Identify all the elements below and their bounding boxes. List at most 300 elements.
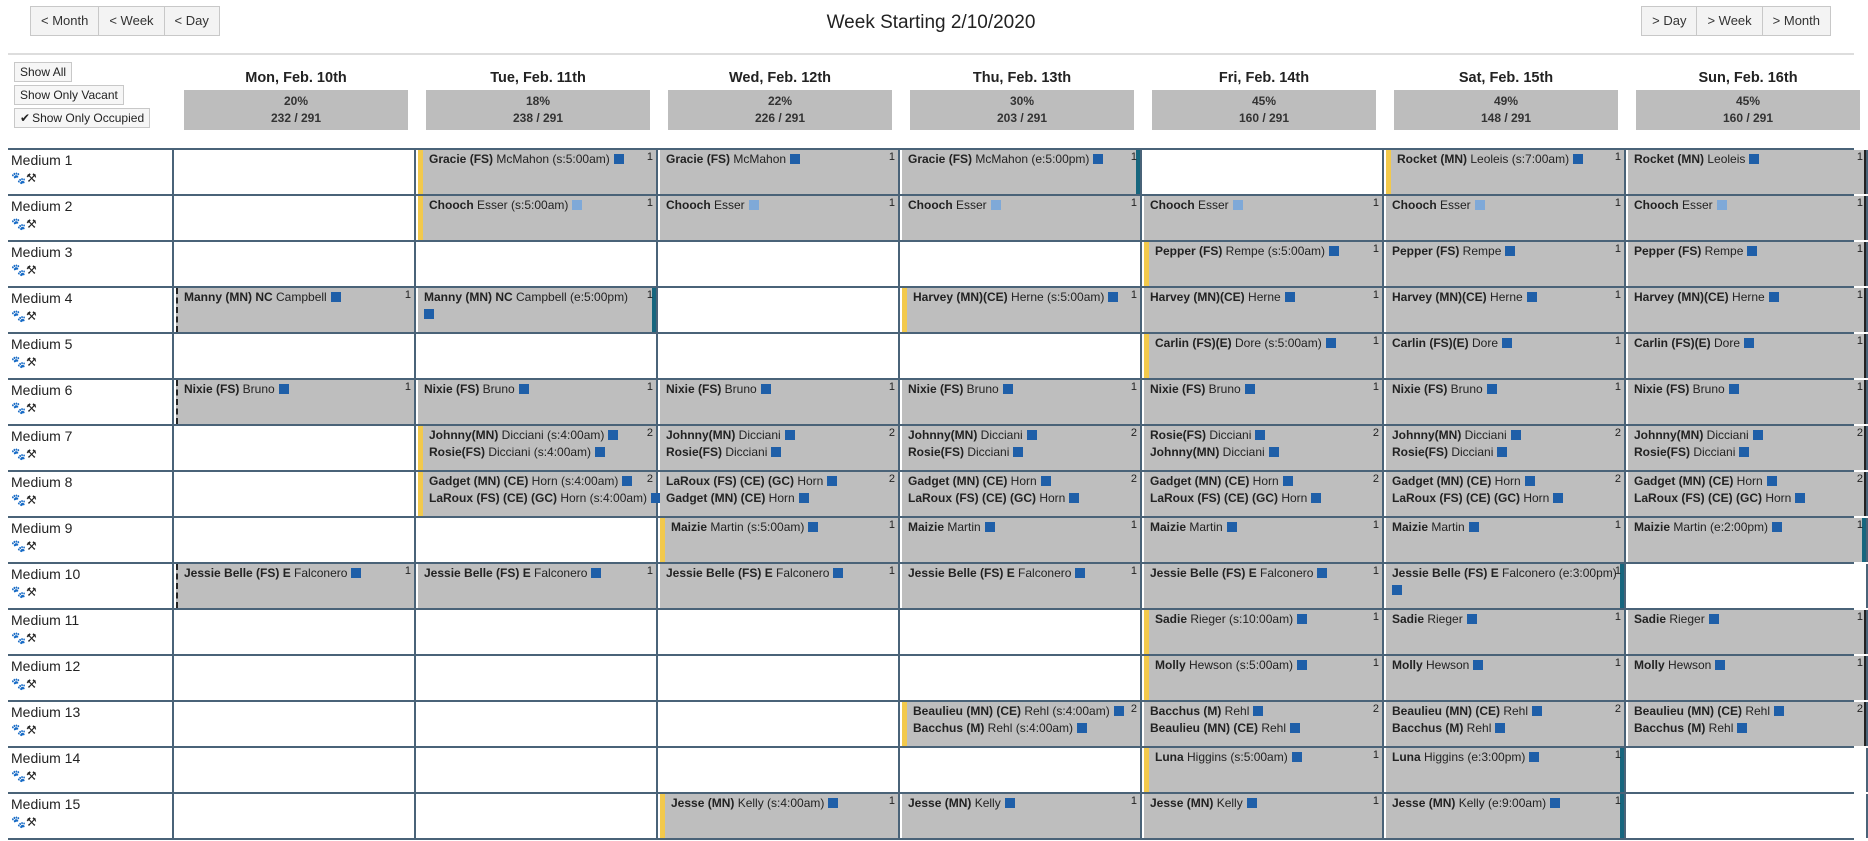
vacant-cell[interactable] bbox=[176, 242, 416, 286]
room-label-cell[interactable] bbox=[8, 564, 174, 608]
status-marker-icon bbox=[790, 154, 800, 164]
checkmark-icon: ✔ bbox=[20, 111, 31, 125]
room-label-cell[interactable] bbox=[8, 288, 174, 332]
room-label-cell[interactable] bbox=[8, 702, 174, 746]
status-marker-icon bbox=[1093, 154, 1103, 164]
room-label-cell[interactable] bbox=[8, 196, 174, 240]
guest-line[interactable] bbox=[1150, 704, 1263, 718]
status-marker-icon bbox=[1553, 493, 1563, 503]
room-row bbox=[8, 610, 1863, 656]
guest-line[interactable] bbox=[908, 796, 1015, 810]
pet-count: 1 bbox=[1614, 749, 1621, 761]
reservation-cell[interactable] bbox=[660, 472, 900, 516]
reservation-cell[interactable] bbox=[902, 794, 1142, 838]
reservation-cell[interactable] bbox=[1628, 196, 1868, 240]
reservation-cell[interactable] bbox=[1386, 242, 1626, 286]
pet-name: Johnny(MN) bbox=[1634, 428, 1704, 442]
guest-line[interactable] bbox=[1397, 152, 1583, 166]
pet-tools-icon: 🐾⚒ bbox=[11, 677, 37, 691]
room-label-cell[interactable] bbox=[8, 656, 174, 700]
vacant-cell[interactable] bbox=[418, 656, 658, 700]
owner-name: Higgins (s:5:00am) bbox=[1183, 750, 1288, 764]
reservation-cell[interactable] bbox=[418, 150, 658, 194]
pet-name: LaRoux (FS) (CE) (GC) bbox=[429, 491, 557, 505]
reservation-cell[interactable] bbox=[902, 196, 1142, 240]
vacant-cell[interactable] bbox=[660, 702, 900, 746]
guest-line[interactable] bbox=[424, 290, 628, 304]
guest-line[interactable] bbox=[671, 796, 838, 810]
vacant-cell[interactable] bbox=[1628, 794, 1868, 838]
reservation-cell[interactable] bbox=[902, 150, 1142, 194]
reservation-cell[interactable] bbox=[1144, 242, 1384, 286]
pet-count: 1 bbox=[404, 381, 411, 393]
guest-line[interactable] bbox=[1392, 658, 1483, 672]
reservation-cell[interactable] bbox=[1628, 472, 1868, 516]
vacant-cell[interactable] bbox=[660, 610, 900, 654]
reservation-cell[interactable] bbox=[1144, 748, 1384, 792]
vacant-cell[interactable] bbox=[1628, 564, 1868, 608]
reservation-cell[interactable] bbox=[1386, 518, 1626, 562]
reservation-cell[interactable] bbox=[1386, 702, 1626, 746]
reservation-cell[interactable] bbox=[1628, 702, 1868, 746]
guest-line[interactable] bbox=[424, 566, 601, 580]
guest-line[interactable] bbox=[1634, 382, 1739, 396]
nav-forward-group bbox=[1641, 6, 1830, 36]
guest-line[interactable] bbox=[1392, 474, 1535, 488]
guest-line[interactable] bbox=[908, 474, 1051, 488]
reservation-cell[interactable] bbox=[1144, 794, 1384, 838]
owner-name: Horn bbox=[1249, 474, 1279, 488]
vacant-cell[interactable] bbox=[176, 472, 416, 516]
vacant-cell[interactable] bbox=[902, 334, 1142, 378]
guest-line[interactable] bbox=[666, 445, 781, 459]
owner-name: Horn bbox=[1733, 474, 1763, 488]
reservation-cell[interactable] bbox=[1144, 610, 1384, 654]
reservation-cell[interactable] bbox=[1386, 150, 1626, 194]
reservation-cell[interactable] bbox=[418, 472, 658, 516]
owner-name: Esser bbox=[1194, 198, 1229, 212]
guest-line[interactable] bbox=[913, 290, 1118, 304]
vacant-cell[interactable] bbox=[418, 242, 658, 286]
guest-line[interactable] bbox=[1392, 445, 1507, 459]
pet-count: 1 bbox=[1372, 657, 1379, 669]
reservation-cell[interactable] bbox=[1386, 748, 1626, 792]
room-label-cell[interactable] bbox=[8, 150, 174, 194]
guest-line[interactable] bbox=[184, 290, 341, 304]
guest-line[interactable] bbox=[671, 520, 818, 534]
filter-group bbox=[14, 62, 150, 131]
guest-line[interactable] bbox=[666, 491, 809, 505]
guest-line[interactable] bbox=[908, 491, 1079, 505]
vacant-cell[interactable] bbox=[418, 610, 658, 654]
status-marker-icon bbox=[1774, 706, 1784, 716]
reservation-cell[interactable] bbox=[1628, 426, 1868, 470]
guest-line[interactable] bbox=[908, 520, 995, 534]
guest-line[interactable] bbox=[184, 382, 289, 396]
pet-count: 1 bbox=[1130, 519, 1137, 531]
reservation-cell[interactable] bbox=[1386, 334, 1626, 378]
status-marker-icon bbox=[1069, 493, 1079, 503]
show-all-button[interactable] bbox=[14, 62, 72, 82]
reservation-cell[interactable] bbox=[418, 426, 658, 470]
status-marker-icon bbox=[1077, 723, 1087, 733]
reservation-cell[interactable] bbox=[1628, 656, 1868, 700]
owner-name: Kelly bbox=[971, 796, 1001, 810]
owner-name: Dicciani bbox=[1703, 428, 1749, 442]
guest-line[interactable] bbox=[1150, 721, 1300, 735]
owner-name: Falconero bbox=[530, 566, 588, 580]
guest-line[interactable] bbox=[1392, 290, 1537, 304]
pet-count: 2 bbox=[888, 473, 895, 485]
pet-count: 1 bbox=[1856, 519, 1863, 531]
owner-name: Esser bbox=[1436, 198, 1471, 212]
guest-line[interactable] bbox=[429, 445, 605, 459]
status-marker-icon bbox=[1469, 522, 1479, 532]
guest-line[interactable] bbox=[1392, 796, 1560, 810]
status-marker-icon bbox=[1527, 292, 1537, 302]
room-label-cell[interactable] bbox=[8, 426, 174, 470]
show-only-occupied-button[interactable] bbox=[14, 108, 150, 128]
prev-day-button[interactable]: < Day bbox=[164, 6, 220, 36]
vacant-cell[interactable] bbox=[176, 656, 416, 700]
owner-name: Hewson bbox=[1422, 658, 1470, 672]
vacant-cell[interactable] bbox=[418, 518, 658, 562]
vacant-cell[interactable] bbox=[176, 426, 416, 470]
owner-name: Hewson (s:5:00am) bbox=[1185, 658, 1294, 672]
page-title: Week Starting 2/10/2020 bbox=[826, 12, 1036, 33]
room-label-cell[interactable] bbox=[8, 794, 174, 838]
pet-tools-icon: 🐾⚒ bbox=[11, 631, 37, 645]
owner-name: Falconero (e:3:00pm) bbox=[1498, 566, 1617, 580]
owner-name: Rempe bbox=[1459, 244, 1502, 258]
guest-line bbox=[1392, 583, 1402, 597]
vacant-cell[interactable] bbox=[418, 334, 658, 378]
room-name: Medium 2 bbox=[11, 198, 73, 214]
guest-line[interactable] bbox=[1634, 704, 1784, 718]
pet-count: 1 bbox=[646, 197, 653, 209]
vacant-cell[interactable] bbox=[418, 794, 658, 838]
guest-line[interactable] bbox=[666, 152, 800, 166]
reservation-cell[interactable] bbox=[1386, 610, 1626, 654]
guest-line[interactable] bbox=[666, 198, 759, 212]
owner-name: Dicciani bbox=[735, 428, 781, 442]
reservation-cell[interactable] bbox=[418, 288, 658, 332]
vacant-cell[interactable] bbox=[902, 242, 1142, 286]
reservation-cell[interactable] bbox=[176, 380, 416, 424]
guest-line[interactable] bbox=[1392, 336, 1512, 350]
status-marker-icon bbox=[1392, 585, 1402, 595]
reservation-cell[interactable] bbox=[418, 196, 658, 240]
reservation-cell[interactable] bbox=[1144, 564, 1384, 608]
guest-line[interactable] bbox=[1392, 750, 1539, 764]
reservation-cell[interactable] bbox=[660, 150, 900, 194]
reservation-cell[interactable] bbox=[176, 564, 416, 608]
prev-week-button[interactable]: < Week bbox=[98, 6, 164, 36]
show-only-vacant-button[interactable] bbox=[14, 85, 124, 105]
owner-name: Herne bbox=[1486, 290, 1523, 304]
guest-line[interactable] bbox=[1634, 336, 1754, 350]
owner-name: Hewson bbox=[1664, 658, 1712, 672]
guest-line[interactable] bbox=[1392, 612, 1477, 626]
reservation-cell[interactable] bbox=[1144, 380, 1384, 424]
reservation-cell[interactable] bbox=[418, 564, 658, 608]
owner-name: Kelly (e:9:00am) bbox=[1455, 796, 1547, 810]
next-week-button[interactable]: > Week bbox=[1696, 6, 1762, 36]
status-marker-icon bbox=[1075, 568, 1085, 578]
pet-count: 1 bbox=[1614, 611, 1621, 623]
guest-line[interactable] bbox=[184, 566, 361, 580]
day-occupancy-box bbox=[668, 90, 892, 130]
header-divider bbox=[8, 53, 1854, 55]
pet-name: Beaulieu (MN) (CE) bbox=[1150, 721, 1258, 735]
room-name: Medium 5 bbox=[11, 336, 73, 352]
guest-line[interactable] bbox=[1634, 721, 1747, 735]
reservation-cell[interactable] bbox=[1386, 564, 1626, 608]
reservation-cell[interactable] bbox=[1144, 518, 1384, 562]
guest-line[interactable] bbox=[908, 152, 1103, 166]
pet-name: LaRoux (FS) (CE) (GC) bbox=[1634, 491, 1762, 505]
guest-line[interactable] bbox=[1155, 750, 1302, 764]
reservation-cell[interactable] bbox=[902, 564, 1142, 608]
guest-line[interactable] bbox=[1150, 428, 1265, 442]
reservation-cell[interactable] bbox=[1628, 610, 1868, 654]
guest-line[interactable] bbox=[429, 474, 632, 488]
vacant-cell[interactable] bbox=[660, 242, 900, 286]
reservation-cell[interactable] bbox=[1628, 150, 1868, 194]
reservation-cell[interactable] bbox=[1386, 794, 1626, 838]
vacant-cell[interactable] bbox=[1144, 150, 1384, 194]
guest-line[interactable] bbox=[666, 382, 771, 396]
vacant-cell[interactable] bbox=[176, 794, 416, 838]
guest-line[interactable] bbox=[1392, 721, 1505, 735]
guest-line[interactable] bbox=[913, 704, 1124, 718]
guest-line[interactable] bbox=[1634, 491, 1805, 505]
reservation-cell[interactable] bbox=[660, 564, 900, 608]
guest-line[interactable] bbox=[1392, 198, 1485, 212]
vacant-cell[interactable] bbox=[660, 288, 900, 332]
reservation-cell[interactable] bbox=[902, 472, 1142, 516]
show-only-vacant-label: Show Only Vacant bbox=[20, 88, 118, 102]
vacant-cell[interactable] bbox=[418, 748, 658, 792]
pet-name: Gadget (MN) (CE) bbox=[908, 474, 1008, 488]
guest-line[interactable] bbox=[1634, 474, 1777, 488]
vacant-cell[interactable] bbox=[176, 518, 416, 562]
status-marker-icon bbox=[1753, 430, 1763, 440]
reservation-cell[interactable] bbox=[1386, 380, 1626, 424]
guest-line[interactable] bbox=[666, 428, 795, 442]
guest-line[interactable] bbox=[1150, 491, 1321, 505]
next-month-button[interactable]: > Month bbox=[1762, 6, 1831, 36]
reservation-cell[interactable] bbox=[660, 380, 900, 424]
pet-name: Sadie bbox=[1634, 612, 1667, 626]
reservation-cell[interactable] bbox=[1144, 288, 1384, 332]
owner-name: Esser bbox=[1678, 198, 1713, 212]
reservation-cell[interactable] bbox=[1386, 426, 1626, 470]
guest-line[interactable] bbox=[429, 428, 618, 442]
guest-line[interactable] bbox=[1634, 290, 1779, 304]
status-marker-icon bbox=[1550, 798, 1560, 808]
guest-line[interactable] bbox=[908, 198, 1001, 212]
reservation-cell[interactable] bbox=[1386, 472, 1626, 516]
guest-line[interactable] bbox=[908, 382, 1013, 396]
reservation-cell[interactable] bbox=[1386, 196, 1626, 240]
pet-count: 1 bbox=[1372, 243, 1379, 255]
guest-line[interactable] bbox=[908, 428, 1037, 442]
room-label-cell[interactable] bbox=[8, 748, 174, 792]
guest-line[interactable] bbox=[429, 491, 661, 505]
pet-count: 2 bbox=[1372, 473, 1379, 485]
reservation-cell[interactable] bbox=[176, 288, 416, 332]
pet-name: Jessie Belle (FS) E bbox=[1392, 566, 1499, 580]
next-day-button[interactable]: > Day bbox=[1641, 6, 1697, 36]
reservation-cell[interactable] bbox=[660, 196, 900, 240]
guest-line[interactable] bbox=[1392, 520, 1479, 534]
reservation-cell[interactable] bbox=[902, 426, 1142, 470]
guest-line[interactable] bbox=[1392, 244, 1515, 258]
reservation-cell[interactable] bbox=[418, 380, 658, 424]
vacant-cell[interactable] bbox=[1628, 748, 1868, 792]
reservation-cell[interactable] bbox=[1628, 380, 1868, 424]
vacant-cell[interactable] bbox=[902, 656, 1142, 700]
reservation-cell[interactable] bbox=[1144, 702, 1384, 746]
reservation-cell[interactable] bbox=[1386, 656, 1626, 700]
guest-line[interactable] bbox=[1150, 796, 1257, 810]
pet-name: Chooch bbox=[1392, 198, 1437, 212]
guest-line[interactable] bbox=[1634, 198, 1727, 212]
reservation-cell[interactable] bbox=[902, 380, 1142, 424]
status-marker-icon bbox=[1769, 292, 1779, 302]
guest-line[interactable] bbox=[429, 198, 582, 212]
reservation-cell[interactable] bbox=[1144, 656, 1384, 700]
guest-line[interactable] bbox=[1392, 566, 1617, 580]
guest-line[interactable] bbox=[1634, 520, 1782, 534]
guest-line[interactable] bbox=[424, 382, 529, 396]
pet-name: Pepper (FS) bbox=[1155, 244, 1223, 258]
reservation-cell[interactable] bbox=[1144, 472, 1384, 516]
guest-line[interactable] bbox=[1150, 445, 1279, 459]
reservation-cell[interactable] bbox=[660, 426, 900, 470]
owner-name: Campbell (e:5:00pm) bbox=[512, 290, 629, 304]
status-marker-icon bbox=[1495, 723, 1505, 733]
guest-line[interactable] bbox=[1155, 612, 1307, 626]
prev-month-button[interactable]: < Month bbox=[30, 6, 99, 36]
vacant-cell[interactable] bbox=[176, 610, 416, 654]
reservation-cell[interactable] bbox=[902, 288, 1142, 332]
guest-line[interactable] bbox=[1634, 445, 1749, 459]
owner-name: Herne bbox=[1728, 290, 1765, 304]
room-label-cell[interactable] bbox=[8, 334, 174, 378]
guest-line[interactable] bbox=[1634, 612, 1719, 626]
status-marker-icon bbox=[1114, 706, 1124, 716]
guest-line[interactable] bbox=[913, 721, 1087, 735]
pet-name: LaRoux (FS) (CE) (GC) bbox=[666, 474, 794, 488]
reservation-cell[interactable] bbox=[660, 794, 900, 838]
guest-line[interactable] bbox=[1150, 290, 1295, 304]
reservation-cell[interactable] bbox=[1628, 518, 1868, 562]
status-marker-icon bbox=[1573, 154, 1583, 164]
reservation-cell[interactable] bbox=[1386, 288, 1626, 332]
owner-name: Kelly bbox=[1213, 796, 1243, 810]
guest-line[interactable] bbox=[1155, 658, 1307, 672]
pet-count: 1 bbox=[888, 795, 895, 807]
reservation-cell[interactable] bbox=[1628, 334, 1868, 378]
guest-line[interactable] bbox=[1150, 520, 1237, 534]
guest-line[interactable] bbox=[1150, 566, 1327, 580]
day-occupancy-box bbox=[1152, 90, 1376, 130]
guest-line[interactable] bbox=[1634, 428, 1763, 442]
room-label-cell[interactable] bbox=[8, 380, 174, 424]
guest-line[interactable] bbox=[666, 566, 843, 580]
guest-line[interactable] bbox=[1150, 382, 1255, 396]
guest-line[interactable] bbox=[1634, 244, 1757, 258]
reservation-cell[interactable] bbox=[1628, 288, 1868, 332]
reservation-cell[interactable] bbox=[1144, 196, 1384, 240]
guest-line[interactable] bbox=[1155, 336, 1336, 350]
room-label-cell[interactable] bbox=[8, 472, 174, 516]
pet-count: 1 bbox=[1130, 381, 1137, 393]
vacant-cell[interactable] bbox=[902, 610, 1142, 654]
room-label-cell[interactable] bbox=[8, 242, 174, 286]
reservation-cell[interactable] bbox=[1144, 426, 1384, 470]
room-label-cell[interactable] bbox=[8, 610, 174, 654]
room-label-cell[interactable] bbox=[8, 518, 174, 562]
room-row bbox=[8, 564, 1854, 610]
guest-line[interactable] bbox=[1634, 152, 1759, 166]
guest-line[interactable] bbox=[429, 152, 624, 166]
reservation-cell[interactable] bbox=[902, 702, 1142, 746]
reservation-cell[interactable] bbox=[660, 518, 900, 562]
reservation-cell[interactable] bbox=[902, 518, 1142, 562]
guest-line[interactable] bbox=[1392, 428, 1521, 442]
vacant-cell[interactable] bbox=[176, 334, 416, 378]
room-name: Medium 13 bbox=[11, 704, 81, 720]
room-row bbox=[8, 656, 1863, 702]
pet-name: Gracie (FS) bbox=[666, 152, 731, 166]
guest-line[interactable] bbox=[1392, 382, 1497, 396]
status-marker-icon bbox=[1487, 384, 1497, 394]
day-name: Wed, Feb. 12th bbox=[728, 70, 832, 86]
guest-line[interactable] bbox=[1634, 658, 1725, 672]
vacant-cell[interactable] bbox=[176, 150, 416, 194]
guest-line[interactable] bbox=[908, 566, 1085, 580]
reservation-cell[interactable] bbox=[1628, 242, 1868, 286]
vacant-cell[interactable] bbox=[660, 748, 900, 792]
guest-line[interactable] bbox=[1392, 704, 1542, 718]
day-occupancy-count: 160 / 291 bbox=[1722, 111, 1774, 125]
guest-line[interactable] bbox=[1392, 491, 1563, 505]
vacant-cell[interactable] bbox=[176, 702, 416, 746]
vacant-cell[interactable] bbox=[176, 196, 416, 240]
vacant-cell[interactable] bbox=[660, 334, 900, 378]
pet-count: 2 bbox=[1856, 427, 1863, 439]
pet-count: 1 bbox=[1372, 289, 1379, 301]
owner-name: Rieger bbox=[1666, 612, 1705, 626]
vacant-cell[interactable] bbox=[418, 702, 658, 746]
pet-name: LaRoux (FS) (CE) (GC) bbox=[1150, 491, 1278, 505]
reservation-cell[interactable] bbox=[1144, 334, 1384, 378]
guest-line[interactable] bbox=[1150, 474, 1293, 488]
pet-name: Chooch bbox=[1150, 198, 1195, 212]
guest-line[interactable] bbox=[1150, 198, 1243, 212]
vacant-cell[interactable] bbox=[902, 748, 1142, 792]
guest-line[interactable] bbox=[1155, 244, 1339, 258]
pet-tools-icon: 🐾⚒ bbox=[11, 309, 37, 323]
vacant-cell[interactable] bbox=[176, 748, 416, 792]
guest-line[interactable] bbox=[908, 445, 1023, 459]
guest-line[interactable] bbox=[666, 474, 837, 488]
owner-name: Bruno bbox=[1689, 382, 1725, 396]
vacant-cell[interactable] bbox=[660, 656, 900, 700]
